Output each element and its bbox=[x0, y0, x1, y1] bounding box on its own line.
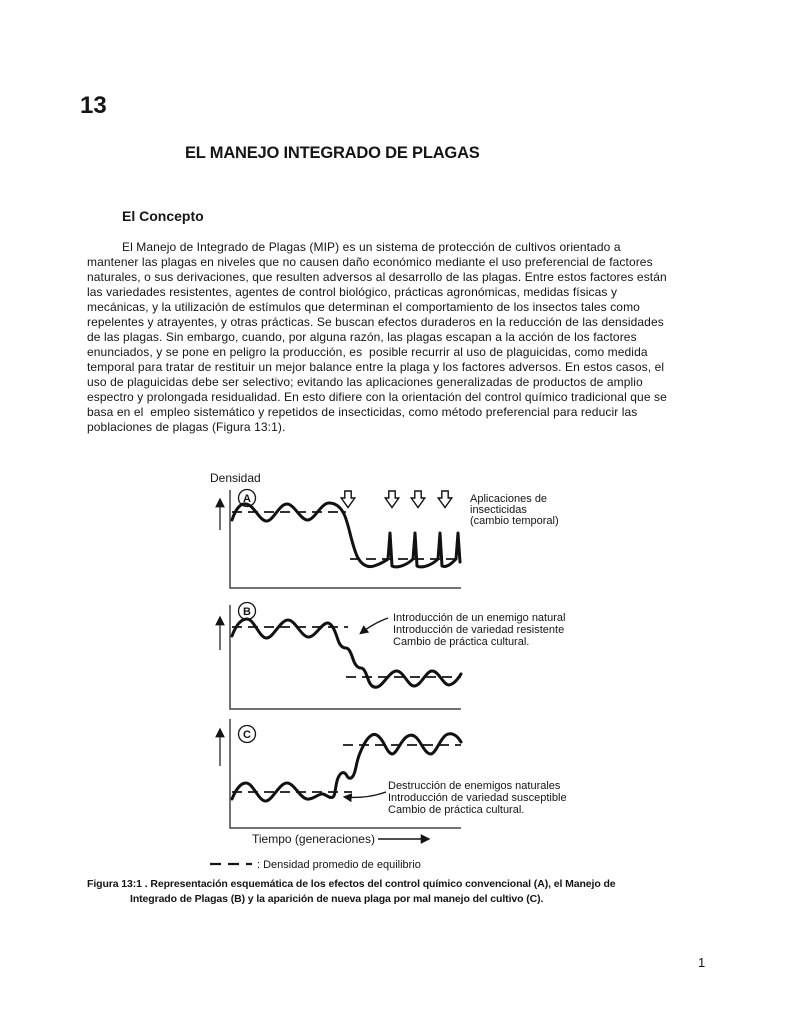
panel-b-annotation: Introducción de un enemigo natural bbox=[393, 612, 566, 624]
panel-c-annotation: Cambio de práctica cultural. bbox=[388, 804, 525, 816]
panel-b bbox=[220, 603, 565, 710]
panel-a-annotation: (cambio temporal) bbox=[470, 515, 559, 527]
y-axis-label: Densidad bbox=[210, 471, 261, 485]
paragraph-line: temporal para tratar de restituir un mejor balance entre la plaga y los factores adversos. En estos casos, el bbox=[87, 360, 665, 374]
panel-b-label: B bbox=[243, 606, 251, 618]
paragraph-line: uso de plaguicidas debe ser selectivo; evitando las aplicaciones generalizadas de productos de amplio bbox=[87, 375, 643, 389]
panel-b-annotation: Cambio de práctica cultural. bbox=[393, 636, 530, 648]
panel-a-annotation: insecticidas bbox=[470, 504, 527, 516]
figure-caption-line-2: Integrado de Plagas (B) y la aparición de nueva plaga por mal manejo del cultivo (C). bbox=[130, 893, 544, 905]
panel-c bbox=[220, 719, 567, 828]
figure-footer bbox=[210, 832, 428, 871]
panel-c-annotation: Destrucción de enemigos naturales bbox=[388, 780, 561, 792]
paragraph-line: naturales, o sus derivaciones, que resulten adversos al desarrollo de las plagas. Entre estos factores están bbox=[87, 270, 667, 284]
paragraph-line: mecánicas, y la utilización de estímulos que determinan el comportamiento de los insectos tales como bbox=[87, 300, 640, 314]
paragraph-line: El Manejo de Integrado de Plagas (MIP) es un sistema de protección de cultivos orientado a bbox=[122, 240, 621, 254]
legend-label: : Densidad promedio de equilibrio bbox=[257, 859, 421, 871]
paragraph-line: de las plagas. Sin embargo, cuando, por alguna razón, las plagas escapan a la acción de los factores bbox=[87, 330, 637, 344]
page-title: EL MANEJO INTEGRADO DE PLAGAS bbox=[185, 144, 480, 162]
paragraph-line: basa en el empleo sistemático y repetidos de insecticidas, como método preferencial para reducir las bbox=[87, 405, 638, 419]
annotation-arrow bbox=[361, 618, 388, 633]
chapter-number: 13 bbox=[80, 92, 107, 119]
paragraph-line: enunciados, y se pone en peligro la producción, es posible recurrir al uso de plaguicidas, como medida bbox=[87, 345, 648, 359]
x-axis-label: Tiempo (generaciones) bbox=[252, 832, 375, 846]
paragraph-line: espectro y prolongada residualidad. En esto difiere con la orientación del control químico tradicional que se bbox=[87, 390, 667, 404]
paragraph-line: las variedades resistentes, agentes de control biológico, prácticas agronómicas, medidas físicas y bbox=[87, 285, 618, 299]
insecticide-down-arrow-icon bbox=[341, 491, 355, 508]
panel-b-annotation: Introducción de variedad resistente bbox=[393, 624, 565, 636]
panel-c-annotation: Introducción de variedad susceptible bbox=[388, 792, 567, 804]
panel-a-annotation: Aplicaciones de bbox=[470, 493, 548, 505]
insecticide-down-arrow-icon bbox=[438, 491, 452, 508]
panel-a-label: A bbox=[243, 493, 251, 505]
page-number: 1 bbox=[698, 955, 706, 970]
body-paragraph bbox=[87, 240, 767, 435]
paragraph-line: poblaciones de plagas (Figura 13:1). bbox=[87, 420, 286, 434]
figure-13-1 bbox=[180, 462, 740, 877]
paragraph-line: mantener las plagas en niveles que no causen daño económico mediante el uso preferencial de factores bbox=[87, 255, 653, 269]
section-heading: El Concepto bbox=[122, 208, 204, 224]
insecticide-down-arrow-icon bbox=[411, 491, 425, 508]
paragraph-line: repelentes y atrayentes, y otras prácticas. Se buscan efectos duraderos en la reducción de las densidades bbox=[87, 315, 664, 329]
insecticide-down-arrow-icon bbox=[385, 491, 399, 508]
figure-caption-line-1: Figura 13:1 . Representación esquemática de los efectos del control químico convencional (A), el Manejo de bbox=[87, 878, 616, 890]
panel-a bbox=[210, 471, 559, 588]
panel-c-label: C bbox=[243, 729, 251, 741]
